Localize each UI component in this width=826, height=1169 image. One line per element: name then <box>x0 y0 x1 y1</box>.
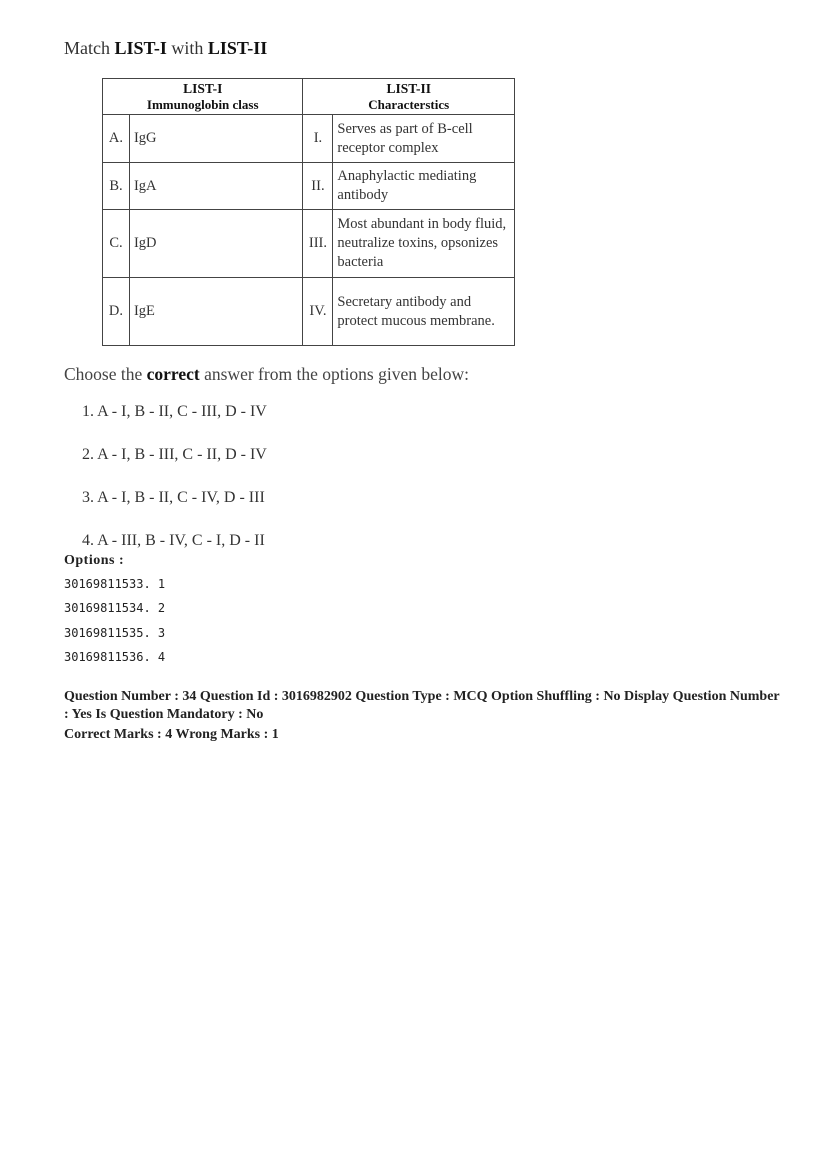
list1-title: LIST-I <box>183 80 223 96</box>
list2-subtitle: Characterstics <box>368 96 450 112</box>
list2-header <box>303 79 515 115</box>
heading-middle: with <box>171 38 204 58</box>
answer-choice-4: 4. A - III, B - IV, C - I, D - II <box>82 532 265 549</box>
list1-header <box>103 79 303 115</box>
list1-subtitle: Immunoglobin class <box>146 96 259 112</box>
option-item: 30169811536. 4 <box>64 649 166 664</box>
match-table <box>102 78 515 346</box>
row-value-a: IgG <box>129 115 303 163</box>
row-label-a: A. <box>103 115 130 163</box>
row-value-b: IgA <box>129 163 303 210</box>
row-label-c: C. <box>103 210 130 278</box>
row-label-i: I. <box>303 115 333 163</box>
row-value-iii: Most abundant in body fluid, neutralize toxins, opsonizes bacteria <box>333 210 515 278</box>
heading-list1: LIST-I <box>114 38 167 58</box>
metadata-line-1: Question Number : 34 Question Id : 3016982902 Question Type : MCQ Option Shuffling : No Display Question Number : Yes Is Question Mandatory : No <box>64 689 780 722</box>
row-value-iv: Secretary antibody and protect mucous membrane. <box>333 278 515 346</box>
answer-choice-2: 2. A - I, B - III, C - II, D - IV <box>82 446 267 463</box>
heading-list2: LIST-II <box>207 38 268 58</box>
option-item: 30169811534. 2 <box>64 601 166 616</box>
row-value-ii: Anaphylactic mediating antibody <box>333 163 515 210</box>
list2-title: LIST-II <box>386 80 431 96</box>
row-label-iv: IV. <box>303 278 333 346</box>
table-row <box>103 115 515 163</box>
options-title: Options : <box>64 553 125 568</box>
row-label-d: D. <box>103 278 130 346</box>
question-heading <box>64 38 267 59</box>
instruction-after: answer from the options given below: <box>204 364 470 384</box>
row-value-d: IgE <box>129 278 303 346</box>
table-header-row <box>103 79 515 115</box>
question-metadata <box>64 688 784 746</box>
row-value-c: IgD <box>129 210 303 278</box>
table-row <box>103 163 515 210</box>
options-list <box>64 574 165 671</box>
instruction-before: Choose the <box>64 364 143 384</box>
heading-prefix: Match <box>64 38 110 58</box>
instruction-text <box>64 364 469 385</box>
metadata-line-2: Correct Marks : 4 Wrong Marks : 1 <box>64 727 279 742</box>
answer-choice-1: 1. A - I, B - II, C - III, D - IV <box>82 403 267 420</box>
instruction-bold: correct <box>146 364 200 384</box>
table-row <box>103 210 515 278</box>
row-label-b: B. <box>103 163 130 210</box>
row-label-iii: III. <box>303 210 333 278</box>
table-row <box>103 278 515 346</box>
answer-choice-3: 3. A - I, B - II, C - IV, D - III <box>82 489 265 506</box>
option-item: 30169811533. 1 <box>64 577 166 591</box>
option-item: 30169811535. 3 <box>64 625 166 640</box>
row-value-i: Serves as part of B-cell receptor complex <box>333 115 515 163</box>
row-label-ii: II. <box>303 163 333 210</box>
answer-choices <box>82 403 267 575</box>
